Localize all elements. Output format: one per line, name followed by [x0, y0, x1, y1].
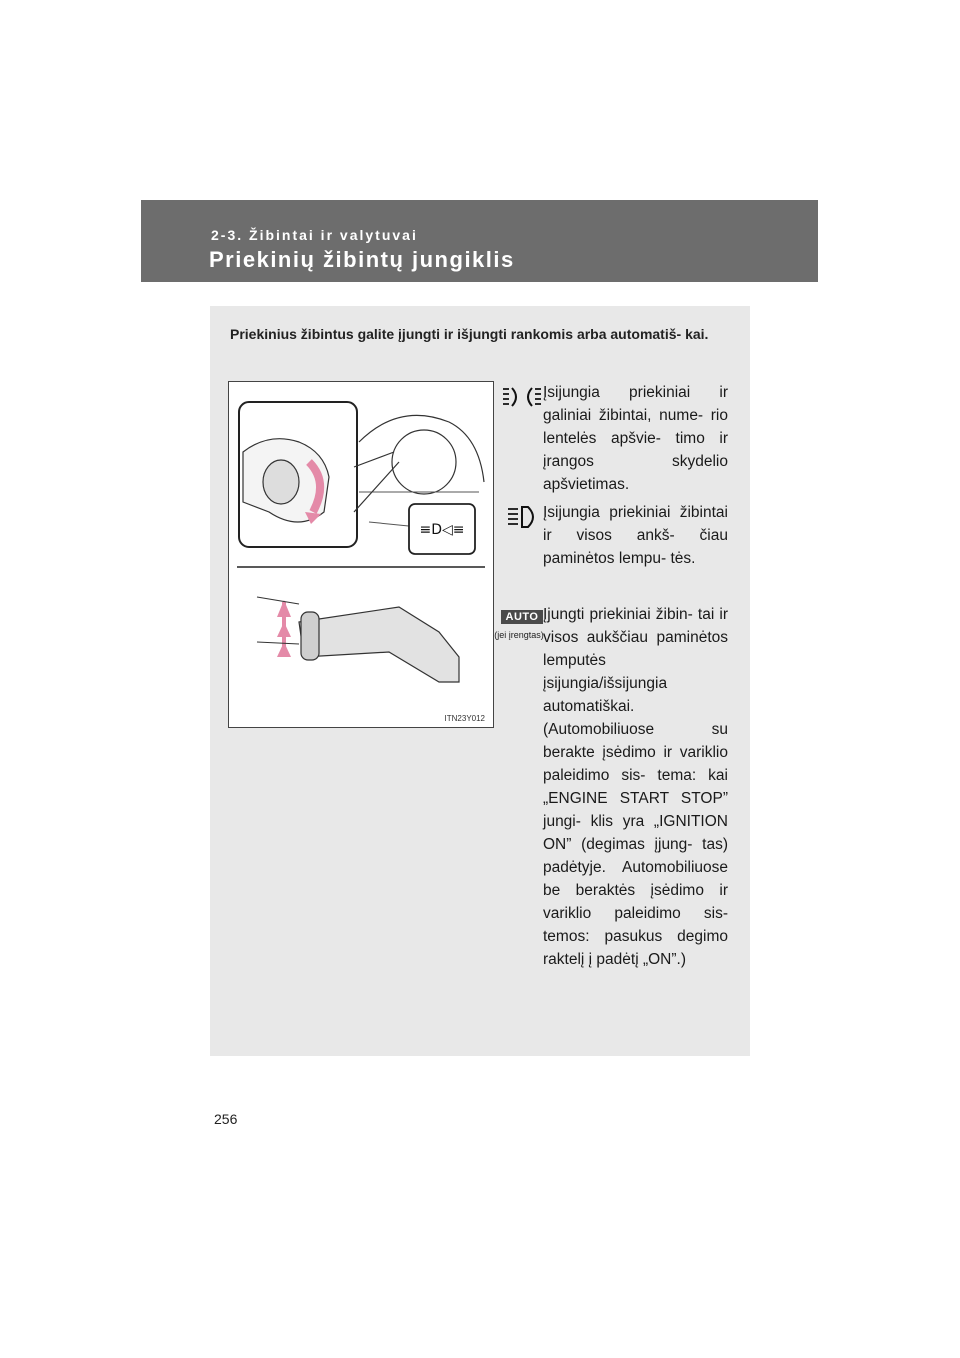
auto-badge: AUTO: [501, 610, 544, 624]
content-panel: [210, 306, 750, 1056]
position-arrow-c: [277, 642, 291, 657]
symbol-glyph: ≡D◁≡: [419, 522, 465, 538]
intro-text: Priekinius žibintus galite įjungti ir išjungti rankomis arba automatiš- kai.: [230, 326, 709, 342]
page-number: 256: [214, 1111, 238, 1127]
wheel-hub: [392, 430, 456, 494]
auto-note: (jei įrengtas): [494, 630, 544, 640]
chapter-header: [141, 200, 818, 282]
illustration-drawing: [229, 382, 493, 727]
auto-icon: [494, 607, 546, 640]
ref-line-b: [257, 642, 299, 644]
switch-knob: [263, 460, 299, 504]
entry-3-text: Įjungti priekiniai žibin- tai ir visos aukščiau paminėtos lemputės įsijungia/išsijungia automatiškai. (Automobiliuose su berakte įsėdimo ir variklio paleidimo sis- tema: kai „ENGINE START STOP” jungi- klis yra „IGNITION ON” (degimas įjung- tas) padėtyje. Automobiliuose be beraktės įsėdimo ir variklio paleidimo sis- temos: pasukus degimo raktelį į padėtį „ON”.): [543, 606, 728, 968]
tail-lights-icon: [498, 384, 546, 415]
headlight-icon: [498, 504, 546, 535]
section-label: 2-3. Žibintai ir valytuvai: [211, 227, 418, 243]
page-title: Priekinių žibintų jungiklis: [209, 247, 515, 272]
entry-2-text: Įsijungia priekiniai žibintai ir visos ankš- čiau paminėtos lempu- tės.: [543, 504, 728, 567]
headlight-switch-illustration: [228, 381, 494, 728]
figure-code: ITN23Y012: [444, 714, 485, 723]
position-arrow-b: [277, 622, 291, 637]
entry-1-text: Įsijungia priekiniai ir galiniai žibintai, nume- rio lentelės apšvie- timo ir įrangos skydelio apšvietimas.: [543, 384, 728, 493]
callout-line-a: [354, 452, 394, 467]
light-stalk: [299, 607, 459, 682]
ref-line-a: [257, 597, 299, 604]
stalk-end-knob: [301, 612, 319, 660]
callout-line-b: [354, 462, 399, 512]
steering-wheel: [359, 415, 484, 482]
